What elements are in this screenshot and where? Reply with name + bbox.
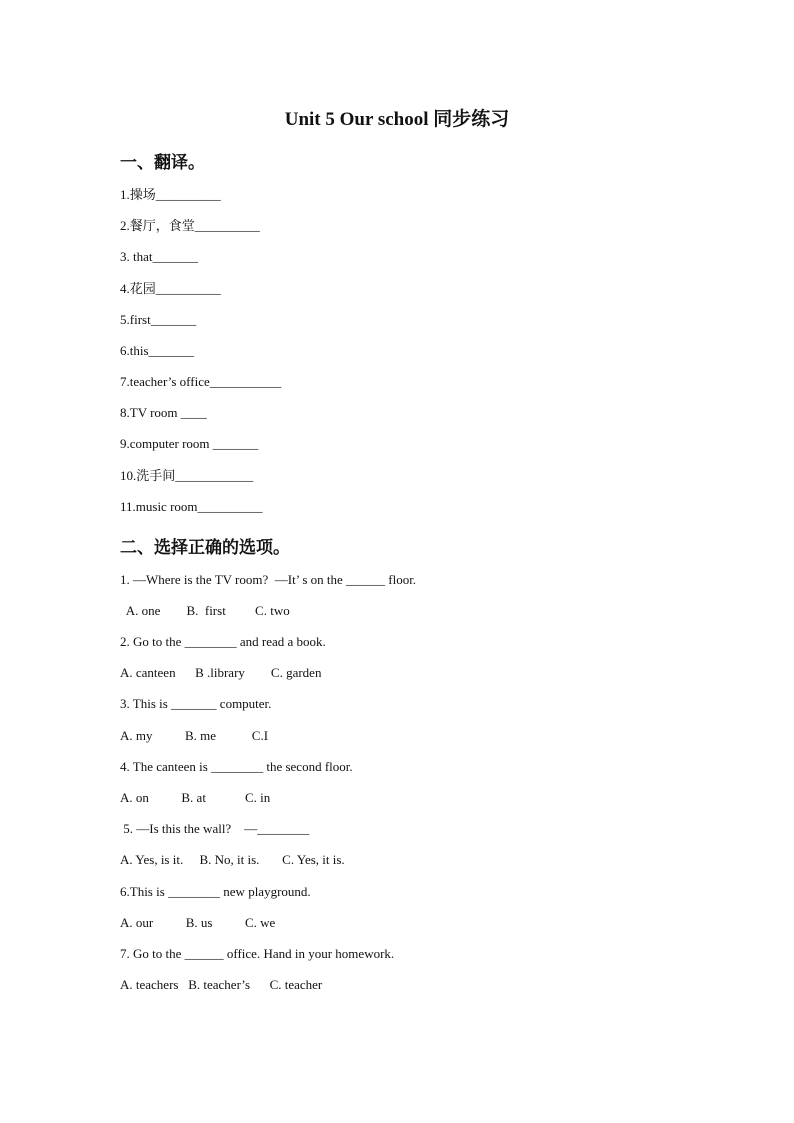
translate-item: 10.洗手间____________ [120,468,254,483]
page-title: Unit 5 Our school 同步练习 [284,109,510,130]
translate-item: 2.餐厅，食堂__________ [120,218,260,233]
question-text: 6.This is ________ new playground. [120,884,311,899]
question-options: A. my B. me C.I [120,728,269,743]
question-text: 2. Go to the ________ and read a book. [120,634,326,649]
section1-heading: 一、翻译。 [120,153,205,173]
section2-heading: 二、选择正确的选项。 [120,538,290,558]
question-options: A. teachers B. teacher’s C. teacher [120,977,323,992]
translate-item: 11.music room__________ [120,499,263,514]
question-options: A. our B. us C. we [120,915,276,930]
translate-item: 5.first_______ [120,312,197,327]
question-options: A. canteen B .library C. garden [120,665,322,680]
question-options: A. one B. first C. two [120,603,290,618]
translate-item: 3. that_______ [120,249,198,264]
translate-item: 7.teacher’s office___________ [120,374,282,389]
translate-item: 9.computer room _______ [120,436,259,451]
question-options: A. Yes, is it. B. No, it is. C. Yes, it is. [120,852,345,867]
translate-item: 1.操场__________ [120,187,221,202]
question-text: 4. The canteen is ________ the second floor. [120,759,353,774]
translate-item: 8.TV room ____ [120,405,207,420]
question-text: 5. —Is this the wall? —________ [120,821,310,836]
question-text: 3. This is _______ computer. [120,696,272,711]
question-options: A. on B. at C. in [120,790,271,805]
question-text: 1. —Where is the TV room? —It’ s on the ______ floor. [120,572,417,587]
translate-item: 6.this_______ [120,343,195,358]
question-text: 7. Go to the ______ office. Hand in your homework. [120,946,395,961]
translate-item: 4.花园__________ [120,281,221,296]
